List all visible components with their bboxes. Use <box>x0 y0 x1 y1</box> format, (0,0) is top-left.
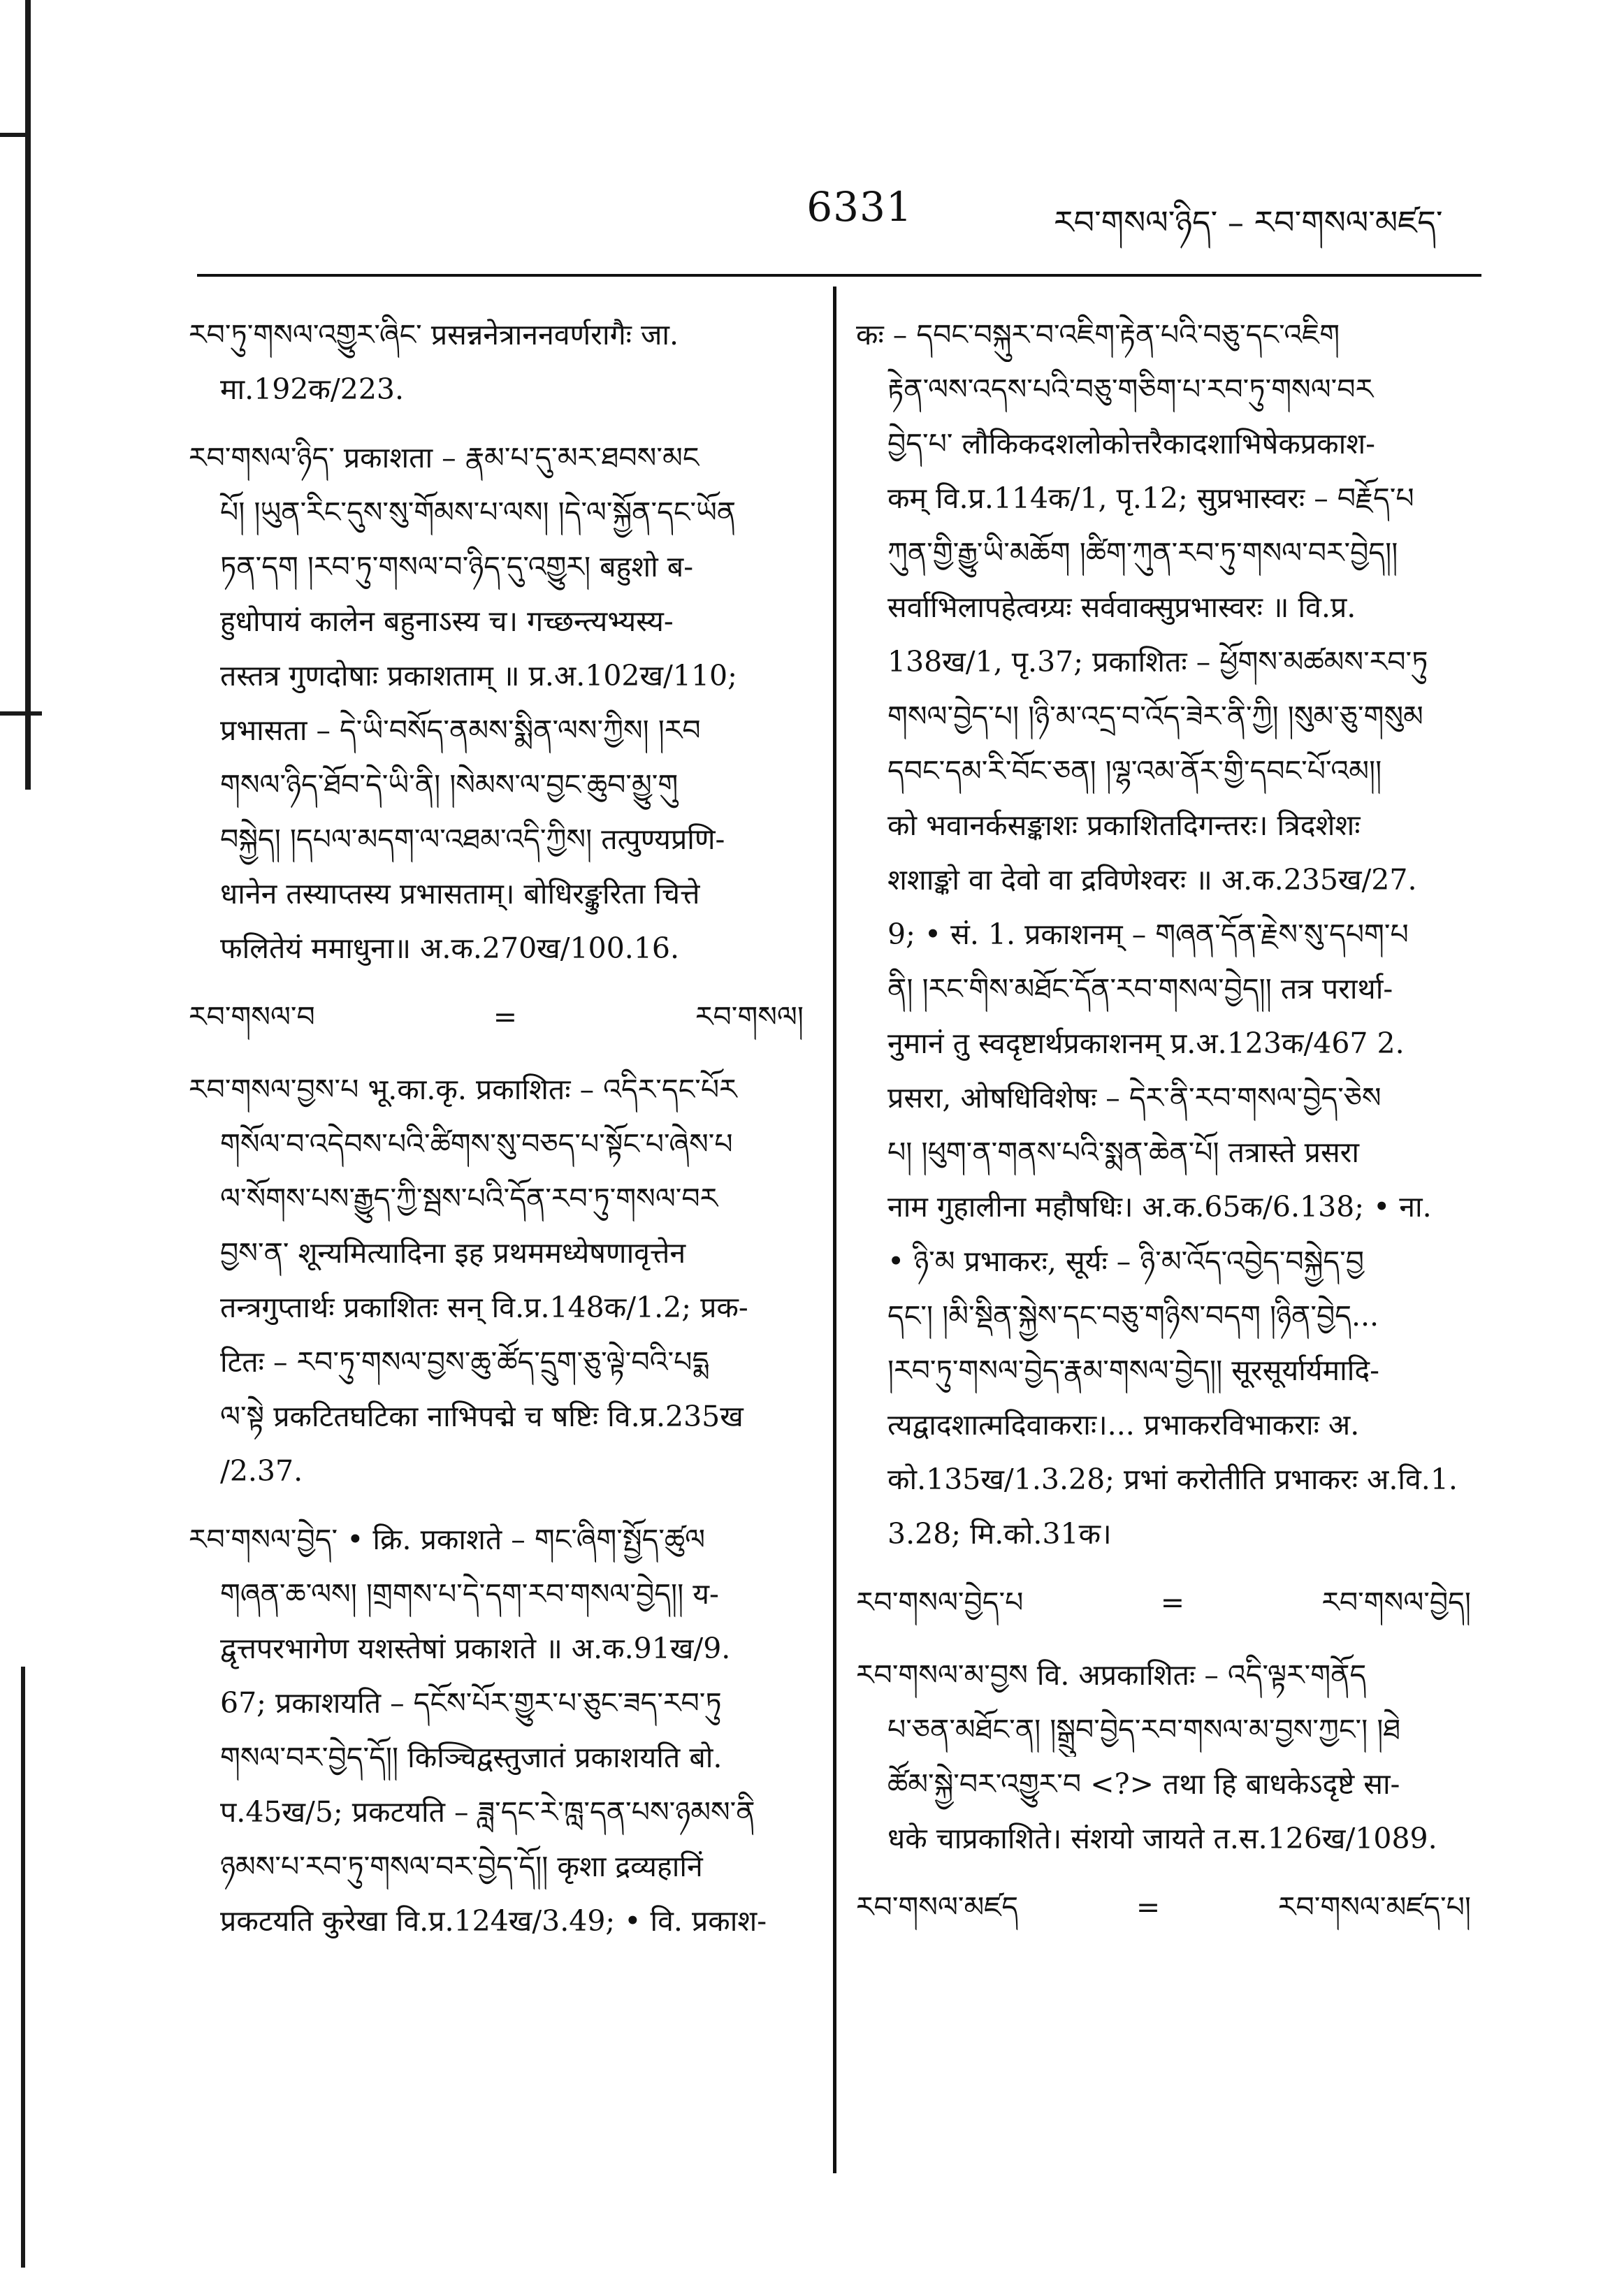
entry-line: द्वृत्तपरभागेण यशस्तेषां प्रकाशते ॥ अ.क.91ख/9. <box>220 1632 731 1665</box>
header-rule <box>197 274 1481 277</box>
entry-line: ལ་སོགས་པས་རྒྱུད་ཀྱི་སྦས་པའི་དོན་རབ་ཏུ་གསལ་བར <box>220 1182 718 1215</box>
cross-reference <box>856 1575 1471 1630</box>
xref-equals: = <box>493 1000 518 1034</box>
entry-line: • ཉི་མ प्रभाकरः, सूर्यः – ཉི་མ་འོད་འབྱེད་བསྐྱེད་བྱ <box>887 1245 1364 1278</box>
entry-line: ཏན་དག །རབ་ཏུ་གསལ་བ་ཉིད་དུ་འགྱུར། बहुशो ब- <box>220 550 694 583</box>
entry-line: 138ख/1, पृ.37; प्रकाशितः – ཕྱོགས་མཚམས་རབ་ཏུ <box>887 645 1428 679</box>
page-number: 6331 <box>806 183 913 231</box>
entry-line: རྟེན་ལས་འདས་པའི་བཅུ་གཅིག་པ་རབ་ཏུ་གསལ་བར <box>887 372 1374 406</box>
entry-line: 9; • सं. 1. प्रकाशनम् – གཞན་དོན་རྗེས་སུ་དཔག་པ <box>887 918 1409 951</box>
entry-line: तस्तत्र गुणदोषाः प्रकाशताम् ॥ प्र.अ.102ख/110; <box>220 659 737 693</box>
entry-line: मा.192क/223. <box>220 372 405 406</box>
entry-line: कम् वि.प्र.114क/1, पृ.12; सुप्रभास्वरः – བརྗོད་པ <box>887 481 1414 515</box>
left-column <box>189 307 804 1962</box>
scan-edge-bar <box>21 1667 25 2268</box>
entry-line: टितः – རབ་ཏུ་གསལ་བྱས་ཆུ་ཚོད་དྲུག་ཅུ་ལྟེ་བའི་པདྨ <box>220 1345 709 1379</box>
dictionary-entry <box>856 1648 1471 1866</box>
entry-line: 67; प्रकाशयति – དངོས་པོར་གྱུར་པ་ཅུང་ཟད་རབ་ཏུ <box>220 1686 722 1720</box>
entry-line: ལ་སྟེ प्रकटितघटिका नाभिपद्मे च षष्टिः वि.प्र.235ख <box>220 1400 744 1433</box>
entry-line: །རབ་ཏུ་གསལ་བྱེད་རྣམ་གསལ་བྱེད།། सूरसूर्यार्यमादि- <box>887 1354 1379 1387</box>
xref-target: རབ་གསལ། <box>695 1000 804 1034</box>
entry-line: ཉམས་པ་རབ་ཏུ་གསལ་བར་བྱེད་དོ།། कृशा द्रव्यहानिं <box>220 1850 703 1883</box>
xref-term: རབ་གསལ་བྱེད་པ <box>856 1586 1024 1619</box>
entry-line: प्रकटयति कुरेखा वि.प्र.124ख/3.49; • वि. प्रकाश- <box>220 1904 767 1938</box>
entry-line: གསལ་བྱེད་པ། །ཉི་མ་འདྲ་བ་འོད་ཟེར་ནི་ཀྱི། །སུམ་ཅུ་གསུམ <box>887 699 1423 733</box>
entry-line: པ་ཅན་མཐོང་ན། །སྒྲུབ་བྱེད་རབ་གསལ་མ་བྱས་ཀྱང་། །ཐེ <box>887 1713 1401 1746</box>
entry-line: सर्वाभिलापहेत्वग्र्यः सर्ववाक्सुप्रभास्वरः ॥ वि.प्र. <box>887 590 1356 624</box>
column-divider <box>833 287 836 2173</box>
entry-line: ཚོམ་སྐྱེ་བར་འགྱུར་བ <?> तथा हि बाधकेऽदृष्टे सा- <box>887 1767 1400 1801</box>
xref-target: རབ་གསལ་བྱེད། <box>1321 1586 1471 1619</box>
entry-line: प्रभासता – དེ་ཡི་བསོད་ནམས་སྨིན་ལས་ཀྱིས། །རབ <box>220 713 701 747</box>
entry-line: कः – དབང་བསྐུར་བ་འཇིག་རྟེན་པའི་བཅུ་དང་འཇིག <box>856 318 1340 351</box>
entry-line: नाम गुहालीना महौषधिः। अ.क.65क/6.138; • ना. <box>887 1190 1432 1224</box>
dictionary-entry <box>856 307 1471 1561</box>
cross-reference <box>856 1880 1471 1934</box>
xref-equals: = <box>1160 1586 1185 1619</box>
entry-line: धानेन तस्याप्तस्य प्रभासताम्। बोधिरङ्कुरिता चित्ते <box>220 877 700 911</box>
entry-line: शशाङ्को वा देवो वा द्रविणेश्वरः ॥ अ.क.235ख/27. <box>887 863 1417 897</box>
running-head: རབ་གསལ་ཉིད་ – རབ་གསལ་མཛད་ <box>1054 203 1443 241</box>
entry-line: གཞན་ཆ་ལས། །གྲགས་པ་དེ་དག་རབ་གསལ་བྱེད།། य- <box>220 1577 719 1611</box>
scan-edge-bar <box>0 711 42 716</box>
entry-line: དབང་དམ་རི་བོང་ཅན། །ལྷ་འམ་ནོར་གྱི་དབང་པོ་འམ།། <box>887 754 1382 788</box>
dictionary-entry <box>189 1062 804 1498</box>
entry-line: གསོལ་བ་འདེབས་པའི་ཚིགས་སུ་བཅད་པ་སྟོང་པ་ཞེས་པ <box>220 1127 733 1161</box>
entry-line: རབ་གསལ་བྱས་པ भू.का.कृ. प्रकाशितः – འདིར་དང་པོར <box>189 1073 737 1106</box>
entry-line: ནི། །རང་གིས་མཐོང་དོན་རབ་གསལ་བྱེད།། तत्र परार्था- <box>887 972 1393 1006</box>
entry-line: प्रसरा, ओषधिविशेषः – དེར་ནི་རབ་གསལ་བྱེད་ཅེས <box>887 1081 1382 1115</box>
entry-line: को.135ख/1.3.28; प्रभां करोतीति प्रभाकरः अ.वि.1. <box>887 1463 1458 1496</box>
entry-line: བསྐྱེད། །དཔལ་མདག་ལ་འཐམ་འདི་ཀྱིས། तत्पुण्यप्रणि- <box>220 822 725 856</box>
xref-target: རབ་གསལ་མཛད་པ། <box>1277 1890 1471 1924</box>
entry-line: པ། །ཕུག་ན་གནས་པའི་སྨན་ཆེན་པོ། तत्रास्ते प्रसरा <box>887 1136 1360 1169</box>
entry-line: དང་། །མི་སྡིན་སྐྱེས་དང་བཅུ་གཉིས་བདག །ཉིན་བྱེད... <box>887 1299 1379 1333</box>
dictionary-entry <box>189 1512 804 1948</box>
entry-line: को भवानर्कसङ्काशः प्रकाशितदिगन्तरः। त्रिदशेशः <box>887 809 1361 842</box>
entry-line: རབ་གསལ་བྱེད་ • क्रि. प्रकाशते – གང་ཞིག་སྤྱོད་ཚུལ <box>189 1523 706 1556</box>
entry-line: धके चाप्रकाशिते। संशयो जायते त.स.126ख/1089. <box>887 1822 1437 1855</box>
scan-edge-bar <box>0 133 29 137</box>
cross-reference <box>189 989 804 1044</box>
xref-term: རབ་གསལ་བ <box>189 1000 315 1034</box>
entry-line: ཀུན་གྱི་རྒྱུ་ཡི་མཆོག །ཚིག་ཀུན་རབ་ཏུ་གསལ་བར་བྱེད།། <box>887 536 1398 570</box>
entry-line: བྱས་ན་ शून्यमित्यादिना इह प्रथममध्येषणावृत्तेन <box>220 1236 686 1270</box>
entry-line: པོ། །ཡུན་རིང་དུས་སུ་གོམས་པ་ལས། །དེ་ལ་སྐྱོན་དང་ཡོན <box>220 495 737 529</box>
xref-term: རབ་གསལ་མཛད <box>856 1890 1019 1924</box>
entry-line: तन्त्रगुप्तार्थः प्रकाशितः सन् वि.प्र.148क/1.2; प्रक- <box>220 1291 748 1324</box>
entry-line: नुमानं तु स्वदृष्टार्थप्रकाशनम् प्र.अ.123क/467 2. <box>887 1027 1405 1060</box>
scan-edge-bar <box>25 0 31 790</box>
entry-line: གསལ་བར་བྱེད་དོ།། किञ्चिद्वस्तुजातं प्रकाशयति बो. <box>220 1741 723 1774</box>
xref-equals: = <box>1136 1890 1161 1924</box>
entry-line: फलितेयं ममाधुना॥ अ.क.270ख/100.16. <box>220 931 680 965</box>
entry-line: प.45ख/5; प्रकटयति – ཟླ་དང་རེ་ཁླ་དན་པས་ཉམས་ནི <box>220 1795 755 1829</box>
dictionary-entry <box>189 307 804 416</box>
right-column <box>856 307 1471 1952</box>
entry-line: 3.28; मि.को.31क। <box>887 1517 1112 1551</box>
entry-line: हुधोपायं कालेन बहुनाऽस्य च। गच्छन्त्यभ्यस्य- <box>220 604 674 638</box>
entry-line: རབ་གསལ་ཉིད་ प्रकाशता – རྣམ་པ་དུ་མར་ཐབས་མང <box>189 441 699 474</box>
entry-line: त्यद्वादशात्मदिवाकराः।... प्रभाकरविभाकराः अ. <box>887 1408 1360 1442</box>
entry-line: རབ་གསལ་མ་བྱས वि. अप्रकाशितः – འདི་ལྟར་གནོད <box>856 1658 1367 1692</box>
entry-line: གསལ་ཉིད་ཐོབ་དེ་ཡི་ནི། །སེམས་ལ་བྱང་ཆུབ་མྱུ་གུ <box>220 768 679 802</box>
dictionary-entry <box>189 430 804 976</box>
entry-line: རབ་ཏུ་གསལ་འགྱུར་ཞིང་ प्रसन्ननेत्राननवर्णरागैः जा. <box>189 318 679 351</box>
entry-line: /2.37. <box>220 1454 303 1488</box>
entry-line: བྱེད་པ་ लौकिकदशलोकोत्तरैकादशाभिषेकप्रकाश- <box>887 427 1376 461</box>
